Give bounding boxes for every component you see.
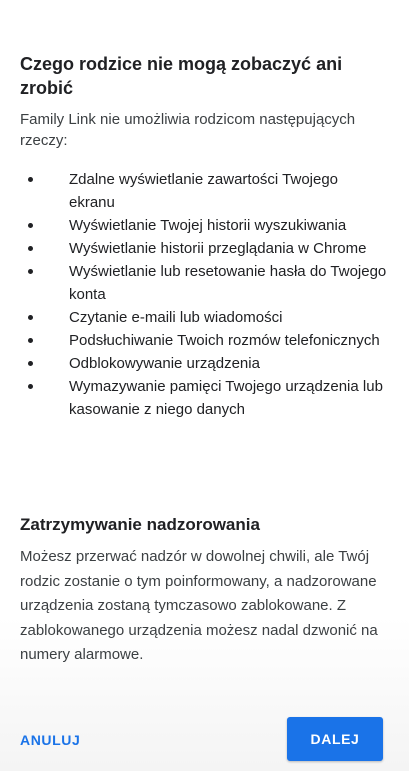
bullet-icon [28, 269, 33, 274]
list-item [0, 329, 409, 352]
list-item-text: Wyświetlanie Twojej historii wyszukiwania [69, 217, 347, 234]
restrictions-intro: Family Link nie umożliwia rodzicom następujących rzeczy: [20, 111, 356, 149]
bullet-icon [28, 223, 33, 228]
list-item-text: Podsłuchiwanie Twoich rozmów telefonicznych [69, 332, 380, 349]
cancel-button[interactable]: ANULUJ [8, 720, 92, 760]
list-item [0, 260, 409, 306]
restrictions-list [0, 168, 409, 421]
list-item [0, 237, 409, 260]
next-button[interactable]: DALEJ [287, 717, 383, 761]
list-item-text: Wyświetlanie historii przeglądania w Chrome [69, 240, 367, 257]
list-item-text: Wymazywanie pamięci Twojego urządzenia lub kasowanie z niego danych [69, 378, 383, 418]
restrictions-title: Czego rodzice nie mogą zobaczyć ani zrobić [20, 54, 343, 98]
list-item-text: Odblokowywanie urządzenia [69, 355, 260, 372]
list-item [0, 214, 409, 237]
list-item [0, 168, 409, 214]
bullet-icon [28, 338, 33, 343]
bullet-icon [28, 315, 33, 320]
bullet-icon [28, 384, 33, 389]
stop-supervision-title: Zatrzymywanie nadzorowania [20, 515, 260, 534]
list-item-text: Wyświetlanie lub resetowanie hasła do Twojego konta [69, 263, 387, 303]
bullet-icon [28, 246, 33, 251]
stop-supervision-body: Możesz przerwać nadzór w dowolnej chwili, ale Twój rodzic zostanie o tym poinformowany, a nadzorowane urządzenia zostaną tymczasowo zablokowane. Z zablokowanego urządzenia możesz nadal dzwonić na numery alarmowe. [20, 548, 378, 663]
list-item-text: Zdalne wyświetlanie zawartości Twojego ekranu [69, 171, 339, 211]
bullet-icon [28, 177, 33, 182]
list-item [0, 375, 409, 421]
list-item [0, 352, 409, 375]
list-item [0, 306, 409, 329]
bullet-icon [28, 361, 33, 366]
list-item-text: Czytanie e-maili lub wiadomości [69, 309, 283, 326]
